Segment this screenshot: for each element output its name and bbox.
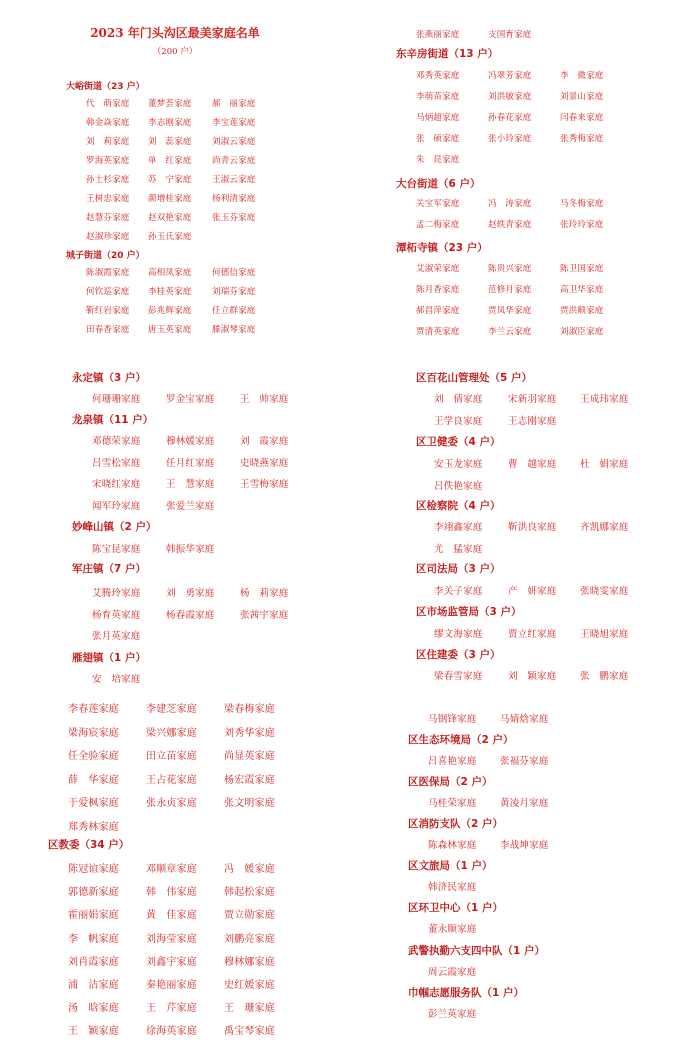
family-name-entry: 邓秀英家庭	[416, 71, 460, 81]
family-name-entry: 董永顺家庭	[428, 924, 477, 935]
family-name-entry: 吕雪松家庭	[92, 457, 141, 469]
family-name-entry: 彭兆辉家庭	[148, 306, 192, 316]
family-name-entry: 王 珊家庭	[224, 1003, 275, 1015]
family-name-entry: 郭德新家庭	[68, 887, 119, 899]
family-name-entry: 陈卫国家庭	[560, 264, 604, 274]
section-junzhuang: 军庄镇（7 户）	[72, 563, 146, 575]
family-name-entry: 赵慧芬家庭	[86, 213, 130, 223]
family-name-entry: 韩济民家庭	[428, 882, 477, 893]
section-wujing: 武警执勤六支四中队（1 户）	[408, 945, 545, 957]
family-name-entry: 刘 勇家庭	[166, 588, 215, 599]
section-sifaju: 区司法局（3 户）	[416, 563, 501, 575]
family-name-entry: 贾立红家庭	[508, 629, 557, 640]
family-name-entry: 梁海宸家庭	[68, 727, 119, 739]
family-name-entry: 靳洪良家庭	[508, 522, 557, 533]
section-quwei: 区环卫中心（1 户）	[408, 902, 503, 914]
family-name-entry: 李志刚家庭	[148, 118, 192, 128]
family-name-entry: 汤 晗家庭	[68, 1003, 119, 1015]
family-name-entry: 李兰云家庭	[488, 327, 532, 337]
family-name-entry: 宋晓红家庭	[92, 479, 141, 490]
family-name-entry: 王树忠家庭	[86, 194, 130, 204]
family-name-entry: 冯 涛家庭	[488, 199, 532, 209]
section-dayu: 大峪街道（23 户）	[66, 82, 145, 92]
doc-title: 2023 年门头沟区最美家庭名单	[90, 26, 260, 40]
family-name-entry: 李翊鑫家庭	[434, 522, 483, 533]
section-chengzi: 城子街道（20 户）	[66, 251, 145, 261]
family-name-entry: 穆林娜家庭	[224, 956, 275, 968]
family-name-entry: 浦 洁家庭	[68, 980, 119, 991]
family-name-entry: 范修月家庭	[488, 285, 532, 295]
family-name-entry: 刘鑫宇家庭	[146, 956, 197, 968]
family-name-entry: 王 帅家庭	[240, 394, 289, 405]
family-name-entry: 杨育英家庭	[92, 609, 141, 621]
section-datai: 大台街道（6 户）	[396, 178, 481, 190]
family-name-entry: 马冬梅家庭	[560, 199, 604, 209]
family-name-entry: 孙士杉家庭	[86, 175, 130, 185]
family-name-entry: 王 慧家庭	[166, 479, 215, 490]
section-yibao: 区医保局（2 户）	[408, 776, 493, 788]
family-name-entry: 李宝莲家庭	[212, 118, 256, 128]
family-name-entry: 邓德荣家庭	[92, 436, 141, 447]
family-name-entry: 刘洪敏家庭	[488, 92, 532, 102]
family-name-entry: 张茜宇家庭	[240, 609, 289, 621]
family-name-entry: 郑秀林家庭	[68, 821, 119, 833]
family-name-entry: 何德信家庭	[212, 268, 256, 278]
family-name-entry: 周云霞家庭	[428, 967, 477, 978]
family-name-entry: 黄 佳家庭	[146, 910, 197, 922]
family-name-entry: 刘 霞家庭	[240, 436, 289, 447]
family-name-entry: 贾立勋家庭	[224, 910, 275, 922]
family-name-entry: 黄凌月家庭	[500, 798, 549, 809]
family-name-entry: 田立苗家庭	[146, 751, 197, 762]
family-name-entry: 颜增桂家庭	[148, 194, 192, 204]
family-name-entry: 艾淑荣家庭	[416, 264, 460, 274]
family-name-entry: 田春香家庭	[86, 325, 130, 335]
family-name-entry: 刘 莉家庭	[86, 137, 130, 147]
family-name-entry: 韩振华家庭	[166, 544, 215, 555]
family-name-entry: 齐凯娜家庭	[580, 522, 629, 533]
family-name-entry: 朱 昆家庭	[416, 155, 460, 165]
family-name-entry: 杨春霞家庭	[166, 609, 215, 621]
family-name-entry: 王 芹家庭	[146, 1003, 197, 1015]
family-name-entry: 代 萌家庭	[86, 99, 130, 109]
family-name-entry: 刘海莹家庭	[146, 933, 197, 945]
family-name-entry: 闻军玲家庭	[92, 500, 141, 512]
section-tanzhesi: 潭柘寺镇（23 户）	[396, 242, 488, 254]
section-xiaofang: 区消防支队（2 户）	[408, 818, 503, 830]
family-name-entry: 宋新羽家庭	[508, 394, 557, 405]
family-name-entry: 任全验家庭	[68, 751, 119, 762]
section-jiaojiwei: 区教委（34 户）	[48, 839, 130, 851]
family-name-entry: 高相凤家庭	[148, 268, 192, 278]
section-shichang: 区市场监管局（3 户）	[416, 606, 522, 618]
family-name-entry: 杨利清家庭	[212, 194, 256, 204]
section-jianchayuan: 区检察院（4 户）	[416, 500, 501, 512]
family-name-entry: 张月英家庭	[92, 631, 141, 642]
family-name-entry: 陈冠谊家庭	[68, 864, 119, 875]
section-baihuashan: 区百花山管理处（5 户）	[416, 372, 532, 384]
family-name-entry: 单 红家庭	[148, 156, 192, 166]
section-miaofengshan: 妙峰山镇（2 户）	[72, 521, 157, 533]
family-name-entry: 吕喜艳家庭	[428, 756, 477, 767]
family-name-entry: 张秀梅家庭	[560, 134, 604, 144]
family-name-entry: 孙玉氏家庭	[148, 232, 192, 242]
family-name-entry: 孙春花家庭	[488, 113, 532, 123]
family-name-entry: 李 帆家庭	[68, 933, 119, 945]
section-zhujian: 区住建委（3 户）	[416, 649, 501, 661]
family-name-entry: 董梦荟家庭	[148, 99, 192, 109]
family-name-entry: 罗金宝家庭	[166, 394, 215, 405]
section-longquan: 龙泉镇（11 户）	[72, 414, 154, 426]
family-name-entry: 李萌苗家庭	[416, 92, 460, 102]
family-name-entry: 李桂英家庭	[148, 287, 192, 297]
family-name-entry: 刘淑臣家庭	[560, 327, 604, 337]
family-name-entry: 陈月香家庭	[416, 285, 460, 295]
family-name-entry: 禹宝琴家庭	[224, 1026, 275, 1038]
family-name-entry: 薛 华家庭	[68, 774, 119, 786]
family-name-entry: 张燕丽家庭	[416, 30, 460, 40]
family-name-entry: 王成玮家庭	[580, 394, 629, 405]
family-name-entry: 张小玲家庭	[488, 134, 532, 144]
family-name-entry: 高卫华家庭	[560, 285, 604, 295]
family-name-entry: 陈宝昆家庭	[92, 544, 141, 555]
family-name-entry: 李 微家庭	[560, 71, 604, 81]
section-dongxinfang: 东辛房街道（13 户）	[396, 48, 499, 60]
family-name-entry: 徐海英家庭	[146, 1026, 197, 1038]
family-name-entry: 闫春来家庭	[560, 113, 604, 123]
family-name-entry: 何钦巡家庭	[86, 287, 130, 297]
family-name-entry: 李战坤家庭	[500, 840, 549, 851]
family-name-entry: 冯 媛家庭	[224, 864, 275, 875]
family-name-entry: 关宝军家庭	[416, 199, 460, 209]
family-name-entry: 尚青云家庭	[212, 156, 256, 166]
section-yanchi: 雁翅镇（1 户）	[72, 652, 146, 664]
family-name-entry: 陈森林家庭	[428, 840, 477, 851]
family-name-entry: 张 鹏家庭	[580, 671, 629, 682]
section-wenlv: 区文旅局（1 户）	[408, 860, 493, 872]
section-jinguo: 巾帼志愿服务队（1 户）	[408, 987, 524, 999]
section-yongding: 永定镇（3 户）	[72, 372, 146, 384]
family-name-entry: 于爱枫家庭	[68, 798, 119, 809]
family-name-entry: 贾凤华家庭	[488, 306, 532, 316]
family-name-entry: 刘肖霞家庭	[68, 956, 119, 968]
family-name-entry: 史晓燕家庭	[240, 457, 289, 469]
family-name-entry: 陈淑霞家庭	[86, 268, 130, 278]
family-name-entry: 张 硕家庭	[416, 134, 460, 144]
family-name-entry: 杨 莉家庭	[240, 588, 289, 599]
family-name-entry: 彭兰英家庭	[428, 1009, 477, 1020]
family-name-entry: 张永贞家庭	[146, 798, 197, 809]
family-name-entry: 韩起松家庭	[224, 887, 275, 899]
family-name-entry: 尤 猛家庭	[434, 543, 483, 555]
family-name-entry: 秦艳丽家庭	[146, 980, 197, 991]
family-name-entry: 产 妍家庭	[508, 586, 557, 597]
family-name-entry: 安 培家庭	[92, 674, 141, 685]
family-name-entry: 郝 丽家庭	[212, 99, 256, 109]
family-name-entry: 吕佚艳家庭	[434, 480, 483, 492]
family-name-entry: 霍丽娟家庭	[68, 910, 119, 922]
family-name-entry: 杨宏霞家庭	[224, 774, 275, 786]
family-name-entry: 赵淑珍家庭	[86, 232, 130, 242]
family-name-entry: 苏 宁家庭	[148, 175, 192, 185]
family-name-entry: 穆林媛家庭	[166, 436, 215, 447]
family-name-entry: 马桂荣家庭	[428, 798, 477, 809]
family-name-entry: 刘鹏亮家庭	[224, 933, 275, 945]
family-name-entry: 刘 颖家庭	[508, 671, 557, 682]
family-name-entry: 曹 越家庭	[508, 459, 557, 470]
family-name-entry: 陈贵兴家庭	[488, 264, 532, 274]
family-name-entry: 李关子家庭	[434, 586, 483, 597]
family-name-entry: 王学良家庭	[434, 415, 483, 427]
section-weijian: 区卫健委（4 户）	[416, 436, 501, 448]
family-name-entry: 何珊珊家庭	[92, 394, 141, 405]
family-name-entry: 滕淑琴家庭	[212, 325, 256, 335]
family-name-entry: 艾腾玲家庭	[92, 588, 141, 599]
family-name-entry: 尚显英家庭	[224, 751, 275, 762]
family-name-entry: 唐玉英家庭	[148, 325, 192, 335]
family-name-entry: 杜 娟家庭	[580, 459, 629, 470]
family-name-entry: 史红媛家庭	[224, 980, 275, 991]
family-name-entry: 刘 蕊家庭	[148, 137, 192, 147]
family-name-entry: 王淑云家庭	[212, 175, 256, 185]
family-name-entry: 赵双艳家庭	[148, 213, 192, 223]
family-name-entry: 刘景山家庭	[560, 92, 604, 102]
family-name-entry: 马婧焓家庭	[500, 714, 549, 725]
family-name-entry: 张文明家庭	[224, 798, 275, 809]
family-name-entry: 张玉芬家庭	[212, 213, 256, 223]
family-name-entry: 梁兴娜家庭	[146, 727, 197, 739]
family-name-entry: 靳红岩家庭	[86, 306, 130, 316]
section-shengtai: 区生态环境局（2 户）	[408, 734, 514, 746]
doc-subtitle: （200 户）	[152, 47, 198, 57]
family-name-entry: 张晓雯家庭	[580, 586, 629, 597]
family-name-entry: 贾洪顺家庭	[560, 306, 604, 316]
family-name-entry: 王志刚家庭	[508, 415, 557, 427]
family-name-entry: 张福芬家庭	[500, 756, 549, 767]
family-name-entry: 韩金焱家庭	[86, 118, 130, 128]
family-name-entry: 刘 倩家庭	[434, 394, 483, 405]
family-name-entry: 王雪梅家庭	[240, 479, 289, 490]
family-name-entry: 马炳超家庭	[416, 113, 460, 123]
family-name-entry: 梁春梅家庭	[224, 704, 275, 715]
family-name-entry: 支国育家庭	[488, 30, 532, 40]
family-name-entry: 刘瑞芬家庭	[212, 287, 256, 297]
family-name-entry: 李春莲家庭	[68, 704, 119, 715]
family-name-entry: 梁春雪家庭	[434, 671, 483, 682]
family-name-entry: 郝昌萍家庭	[416, 306, 460, 316]
family-name-entry: 王 颖家庭	[68, 1026, 119, 1038]
family-name-entry: 王晓旭家庭	[580, 629, 629, 640]
family-name-entry: 罗海英家庭	[86, 156, 130, 166]
family-name-entry: 刘秀华家庭	[224, 727, 275, 739]
family-name-entry: 赵轶青家庭	[488, 220, 532, 230]
family-name-entry: 安玉龙家庭	[434, 459, 483, 470]
family-name-entry: 贾清英家庭	[416, 327, 460, 337]
family-name-entry: 冯翠芳家庭	[488, 71, 532, 81]
family-name-entry: 王占花家庭	[146, 774, 197, 786]
family-name-entry: 邓顺章家庭	[146, 864, 197, 875]
family-name-entry: 韩 伟家庭	[146, 887, 197, 899]
family-name-entry: 刘淑云家庭	[212, 137, 256, 147]
family-name-entry: 李建芝家庭	[146, 704, 197, 715]
family-name-entry: 缪文海家庭	[434, 629, 483, 640]
family-name-entry: 张玲玲家庭	[560, 220, 604, 230]
family-name-entry: 任立群家庭	[212, 306, 256, 316]
family-name-entry: 任月红家庭	[166, 457, 215, 469]
family-name-entry: 孟二梅家庭	[416, 220, 460, 230]
family-name-entry: 张爱兰家庭	[166, 500, 215, 512]
family-name-entry: 马钢锋家庭	[428, 714, 477, 725]
